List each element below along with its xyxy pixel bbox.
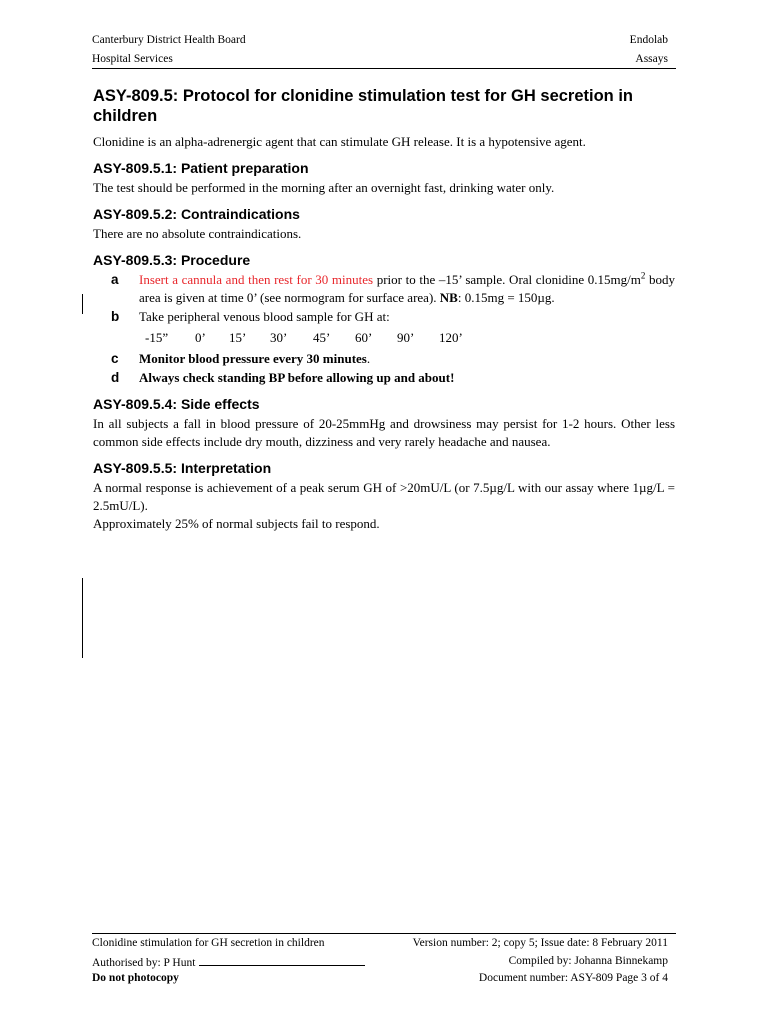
sample-time: 120’ — [439, 330, 463, 345]
section-heading-interpretation: ASY-809.5.5: Interpretation — [93, 460, 272, 476]
page-title: ASY-809.5: Protocol for clonidine stimulation test for GH secretion in children — [93, 87, 634, 125]
footer-compiled: Compiled by: Johanna Binnekamp — [508, 955, 668, 967]
step-a-text: prior to the –15’ sample. Oral clonidine 0.15mg/m — [373, 272, 641, 287]
sample-time: 45’ — [313, 330, 331, 345]
step-c-text: Monitor blood pressure every 30 minutes — [139, 351, 367, 366]
procedure-step-b — [93, 308, 675, 326]
header-divider — [92, 68, 676, 69]
sample-time: 60’ — [355, 330, 373, 345]
page-header-row-1 — [92, 34, 668, 46]
step-a-text-2: body area is given at time 0’ (see normogram for surface area). — [139, 272, 676, 305]
header-division: Hospital Services — [92, 53, 173, 65]
patient-preparation-text: The test should be performed in the morning after an overnight fast, drinking water only. — [93, 180, 555, 195]
step-c-tail: . — [366, 351, 371, 366]
signature-line — [199, 955, 365, 966]
sample-time: 15’ — [229, 330, 247, 345]
step-label: c — [111, 351, 119, 366]
footer-no-copy: Do not photocopy — [92, 972, 179, 984]
footer-doc-number: Document number: ASY-809 Page 3 of 4 — [478, 972, 668, 984]
footer-row-1 — [92, 937, 668, 949]
side-effects-text: In all subjects a fall in blood pressure of 20-25mmHg and drowsiness may persist for 1-2 hours. Other less common side effects include dry mouth, dizziness and very rarely headache and nausea. — [93, 416, 675, 449]
footer-authorised — [92, 955, 365, 969]
step-d-text: Always check standing BP before allowing up and about! — [139, 370, 455, 385]
step-label: b — [111, 309, 120, 324]
step-label: d — [111, 370, 120, 385]
interpretation-text: A normal response is achievement of a peak serum GH of >20mU/L (or 7.5µg/L with our assay where 1µg/L = 2.5mU/L). — [93, 480, 675, 513]
sample-time: 90’ — [397, 330, 415, 345]
cannula-instruction: Insert a cannula and then rest for 30 minutes — [139, 272, 374, 287]
footer-divider — [92, 933, 676, 934]
step-a-text-3: : 0.15mg = 150µg. — [457, 290, 555, 305]
nb-label: NB — [439, 290, 458, 305]
section-heading-side-effects: ASY-809.5.4: Side effects — [93, 396, 260, 412]
change-bar — [82, 578, 83, 658]
interpretation-text-2: Approximately 25% of normal subjects fail to respond. — [93, 516, 380, 531]
sample-times-row — [93, 329, 675, 349]
document-body — [93, 86, 675, 533]
superscript: 2 — [640, 270, 646, 281]
header-section: Assays — [635, 53, 668, 65]
section-heading-patient-preparation: ASY-809.5.1: Patient preparation — [93, 160, 309, 176]
procedure-step-c — [93, 350, 675, 368]
footer-row-2 — [92, 955, 668, 969]
section-heading-contraindications: ASY-809.5.2: Contraindications — [93, 206, 300, 222]
step-b-text: Take peripheral venous blood sample for GH at: — [139, 309, 390, 324]
footer-doc-title: Clonidine stimulation for GH secretion in children — [92, 937, 325, 949]
sample-time: -15” — [145, 330, 169, 345]
procedure-step-a — [93, 271, 675, 307]
footer-version: Version number: 2; copy 5; Issue date: 8 February 2011 — [412, 937, 668, 949]
sample-time: 0’ — [195, 330, 206, 345]
authorised-by: Authorised by: P Hunt — [92, 957, 196, 969]
page-header-row-2 — [92, 53, 668, 65]
procedure-step-d — [93, 369, 675, 387]
intro-paragraph: Clonidine is an alpha-adrenergic agent that can stimulate GH release. It is a hypotensive agent. — [93, 134, 586, 149]
header-org: Canterbury District Health Board — [92, 34, 246, 46]
change-bar — [82, 294, 83, 314]
sample-time: 30’ — [270, 330, 288, 345]
section-heading-procedure: ASY-809.5.3: Procedure — [93, 252, 251, 268]
step-label: a — [111, 272, 119, 287]
header-dept: Endolab — [629, 34, 668, 46]
contraindications-text: There are no absolute contraindications. — [93, 226, 302, 241]
footer-row-3 — [92, 972, 668, 984]
